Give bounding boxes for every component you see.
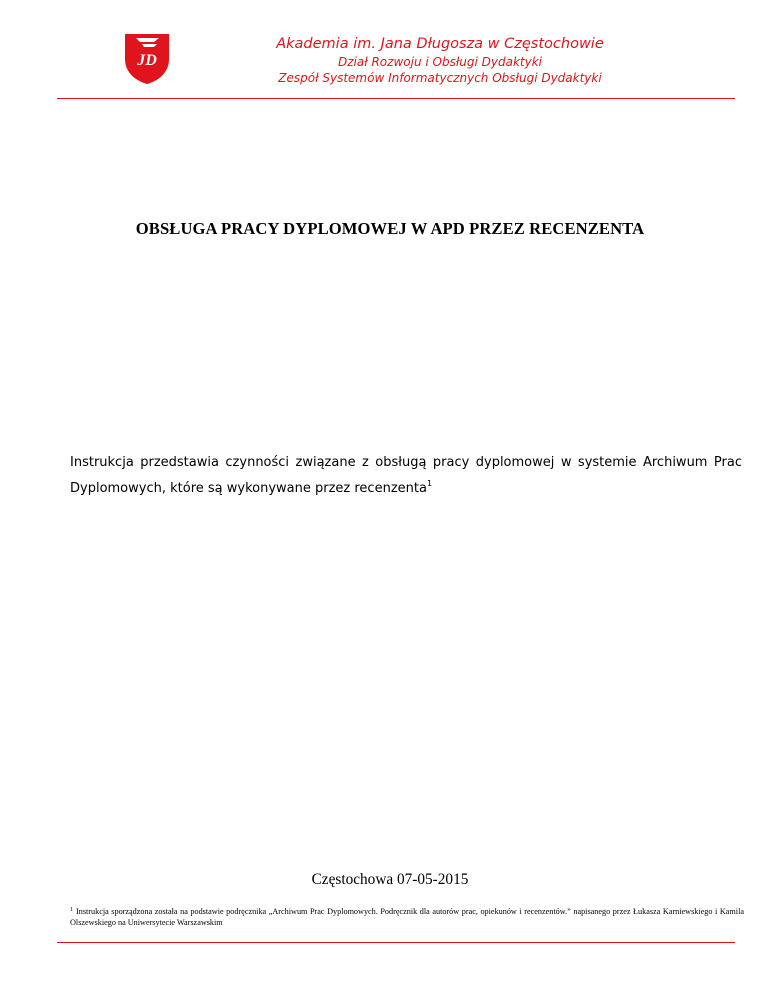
document-header — [160, 34, 720, 86]
institution-name: Akademia im. Jana Długosza w Częstochowie — [276, 36, 604, 52]
footer-divider — [57, 942, 735, 943]
place-and-date: Częstochowa 07-05-2015 — [311, 871, 469, 888]
department-name: Dział Rozwoju i Obsługi Dydaktyki — [337, 55, 542, 69]
intro-paragraph — [70, 450, 742, 502]
header-divider — [57, 98, 735, 99]
footnote-text: Instrukcja sporządzona została na podstawie podręcznika „Archiwum Prac Dyplomowych. Podręcznik dla autorów prac, opiekunów i recenzentów.” napisanego przez Łukasza Karniewskiego i Kamila Olszewskiego na Uniwersytecie Warszawskim — [70, 907, 744, 927]
team-name: Zespół Systemów Informatycznych Obsługi Dydaktyki — [278, 71, 602, 85]
document-title: OBSŁUGA PRACY DYPLOMOWEJ W APD PRZEZ RECENZENTA — [135, 219, 645, 238]
intro-text: Instrukcja przedstawia czynności związane z obsługą pracy dyplomowej w systemie Archiwum Prac Dyplomowych, które są wykonywane przez recenzenta — [70, 455, 742, 496]
footnote-marker: 1 — [70, 907, 73, 913]
footnote-reference: 1 — [426, 479, 433, 488]
footnote — [70, 906, 744, 928]
logo-monogram: JD — [137, 52, 157, 69]
